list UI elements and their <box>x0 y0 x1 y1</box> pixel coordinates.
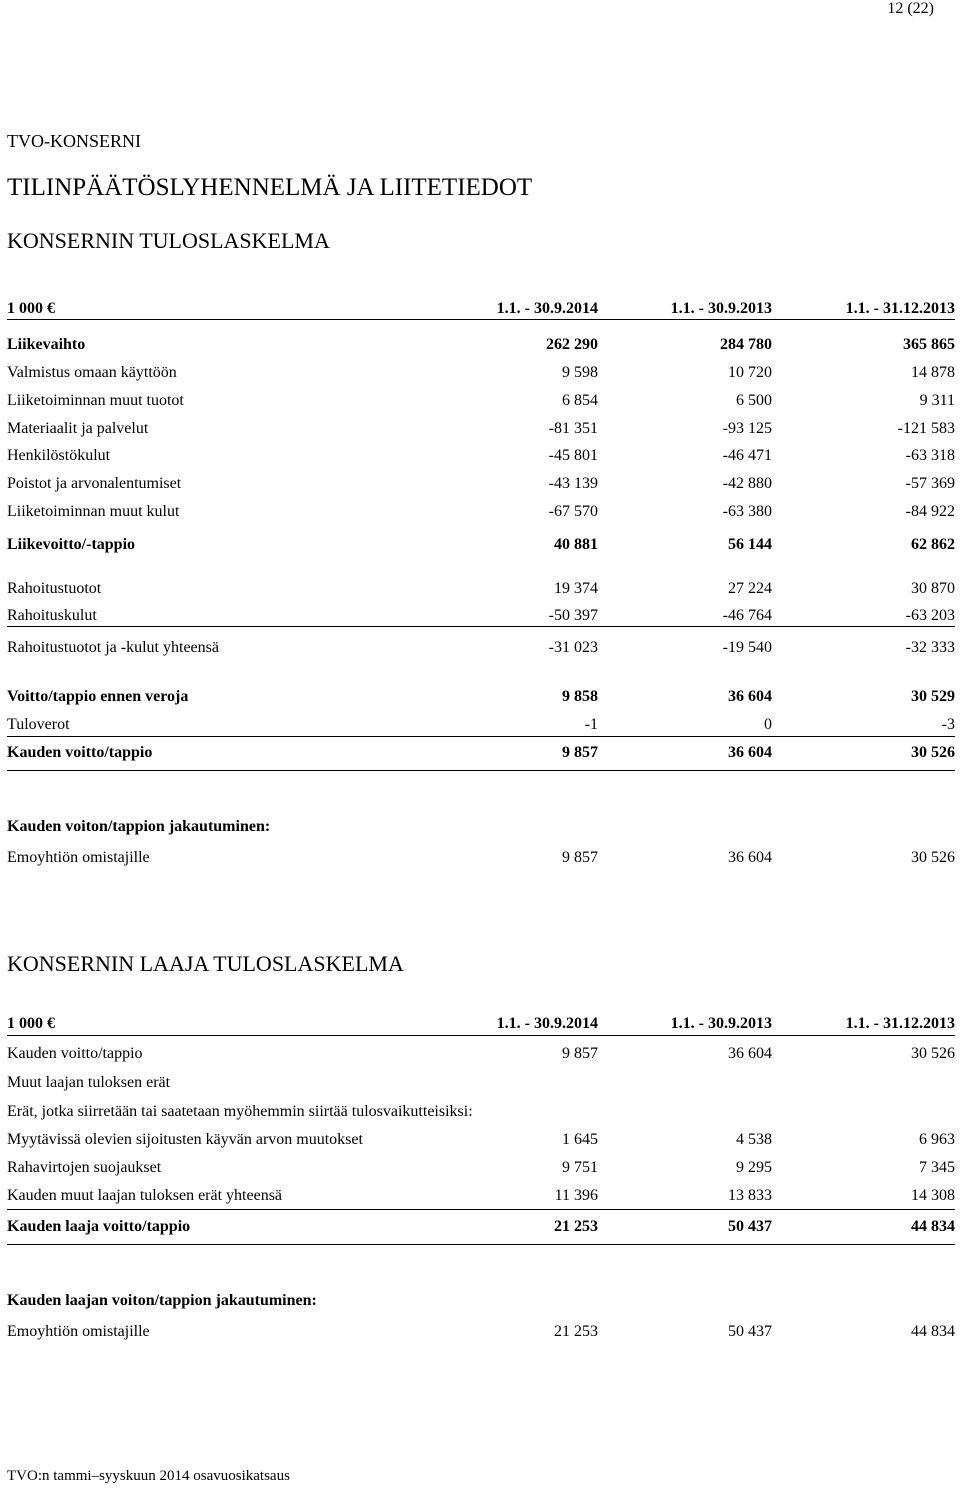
column-header: 1.1. - 30.9.2013 <box>670 1015 772 1032</box>
row-value: 50 437 <box>728 1323 772 1340</box>
row-value: -63 203 <box>905 607 955 624</box>
row-label: Rahoituskulut <box>7 607 97 624</box>
row-value: -3 <box>941 716 955 733</box>
row-label: Liiketoiminnan muut tuotot <box>7 392 184 409</box>
row-value: 9 311 <box>919 392 955 409</box>
row-value: -57 369 <box>905 475 955 492</box>
table-row <box>7 847 955 869</box>
row-value: -84 922 <box>905 503 955 520</box>
row-value: -19 540 <box>722 639 772 656</box>
table-row <box>7 445 955 467</box>
row-value: -50 397 <box>548 607 598 624</box>
column-header: 1.1. - 31.12.2013 <box>845 300 955 317</box>
unit-label: 1 000 € <box>7 1015 55 1032</box>
row-value: 14 878 <box>911 364 955 381</box>
row-value: -46 471 <box>722 447 772 464</box>
row-value: 11 396 <box>554 1187 598 1204</box>
row-value: 6 500 <box>736 392 772 409</box>
row-value: -31 023 <box>548 639 598 656</box>
table-row <box>7 418 955 440</box>
row-value: -42 880 <box>722 475 772 492</box>
row-value: 7 345 <box>919 1159 955 1176</box>
table-row <box>7 1129 955 1151</box>
table-row <box>7 816 955 838</box>
table-row <box>7 1157 955 1179</box>
company-name: TVO-KONSERNI <box>7 131 141 151</box>
row-value: 4 538 <box>736 1131 772 1148</box>
row-value: 30 526 <box>911 744 955 761</box>
row-label: Rahavirtojen suojaukset <box>7 1159 162 1176</box>
table-divider <box>7 626 955 627</box>
row-value: -93 125 <box>722 420 772 437</box>
table-divider <box>7 1035 955 1036</box>
row-label: Muut laajan tuloksen erät <box>7 1074 171 1091</box>
row-value: 13 833 <box>728 1187 772 1204</box>
row-value: -121 583 <box>897 420 955 437</box>
table-header-row <box>7 298 955 320</box>
row-label: Kauden muut laajan tuloksen erät yhteensä <box>7 1187 283 1204</box>
row-value: 50 437 <box>728 1218 772 1235</box>
row-label: Poistot ja arvonalentumiset <box>7 475 182 492</box>
row-value: -63 380 <box>722 503 772 520</box>
row-value: -81 351 <box>548 420 598 437</box>
row-label: Henkilöstökulut <box>7 447 111 464</box>
table-row <box>7 637 955 659</box>
document-title: TILINPÄÄTÖSLYHENNELMÄ JA LIITETIEDOT <box>7 174 533 201</box>
row-value: 14 308 <box>911 1187 955 1204</box>
row-value: 30 529 <box>911 688 955 705</box>
table-row <box>7 334 955 356</box>
row-value: 9 857 <box>562 1045 598 1062</box>
row-value: 44 834 <box>911 1218 955 1235</box>
row-label: Kauden voiton/tappion jakautuminen: <box>7 818 271 835</box>
row-value: 1 645 <box>562 1131 598 1148</box>
row-value: 9 857 <box>562 849 598 866</box>
row-label: Materiaalit ja palvelut <box>7 420 149 437</box>
row-label: Kauden voitto/tappio <box>7 1045 143 1062</box>
row-value: 56 144 <box>728 536 772 553</box>
row-value: 10 720 <box>728 364 772 381</box>
row-value: 40 881 <box>554 536 598 553</box>
row-label: Kauden laaja voitto/tappio <box>7 1218 191 1235</box>
table-row <box>7 714 955 736</box>
table-row <box>7 578 955 600</box>
row-value: 9 295 <box>736 1159 772 1176</box>
row-value: -63 318 <box>905 447 955 464</box>
table-divider <box>7 1209 955 1210</box>
row-value: 21 253 <box>554 1218 598 1235</box>
page-number: 12 (22) <box>887 0 934 17</box>
row-value: 19 374 <box>554 580 598 597</box>
table-header-row <box>7 1013 955 1035</box>
table-row <box>7 390 955 412</box>
table-row <box>7 534 955 556</box>
row-label: Kauden voitto/tappio <box>7 744 153 761</box>
table-divider <box>7 770 955 771</box>
row-label: Rahoitustuotot <box>7 580 102 597</box>
row-value: 9 598 <box>562 364 598 381</box>
row-value: 9 751 <box>562 1159 598 1176</box>
column-header: 1.1. - 30.9.2013 <box>670 300 772 317</box>
table-row <box>7 742 955 764</box>
row-value: 30 526 <box>911 849 955 866</box>
row-value: 30 526 <box>911 1045 955 1062</box>
table-row <box>7 686 955 708</box>
table-row <box>7 362 955 384</box>
page-footer: TVO:n tammi–syyskuun 2014 osavuosikatsaus <box>7 1468 290 1484</box>
table-divider <box>7 736 955 737</box>
column-header: 1.1. - 30.9.2014 <box>496 1015 598 1032</box>
row-value: 27 224 <box>728 580 772 597</box>
table-row <box>7 1290 955 1312</box>
row-value: 9 857 <box>562 744 598 761</box>
table-row <box>7 1072 955 1094</box>
row-label: Liikevoitto/-tappio <box>7 536 136 553</box>
row-value: -1 <box>584 716 598 733</box>
table-row <box>7 473 955 495</box>
row-label: Rahoitustuotot ja -kulut yhteensä <box>7 639 219 656</box>
row-value: -43 139 <box>548 475 598 492</box>
row-label: Liikevaihto <box>7 336 86 353</box>
row-value: 284 780 <box>720 336 772 353</box>
comprehensive-income-heading: KONSERNIN LAAJA TULOSLASKELMA <box>7 951 404 976</box>
row-label: Kauden laajan voiton/tappion jakautuminen: <box>7 1292 317 1309</box>
row-value: 0 <box>764 716 772 733</box>
row-value: 44 834 <box>911 1323 955 1340</box>
row-label: Myytävissä olevien sijoitusten käyvän arvon muutokset <box>7 1131 363 1148</box>
row-value: 262 290 <box>546 336 598 353</box>
table-row <box>7 1216 955 1238</box>
table-divider <box>7 319 955 320</box>
table-row <box>7 605 955 627</box>
row-value: 62 862 <box>911 536 955 553</box>
table-row <box>7 1185 955 1207</box>
row-value: 9 858 <box>562 688 598 705</box>
row-label: Erät, jotka siirretään tai saatetaan myöhemmin siirtää tulosvaikutteisiksi: <box>7 1103 473 1120</box>
row-value: 36 604 <box>728 1045 772 1062</box>
row-value: 36 604 <box>728 744 772 761</box>
row-label: Voitto/tappio ennen veroja <box>7 688 189 705</box>
table-row <box>7 501 955 523</box>
unit-label: 1 000 € <box>7 300 55 317</box>
table-divider <box>7 1244 955 1245</box>
row-value: 21 253 <box>554 1323 598 1340</box>
row-value: -32 333 <box>905 639 955 656</box>
row-value: 365 865 <box>903 336 955 353</box>
column-header: 1.1. - 31.12.2013 <box>845 1015 955 1032</box>
row-value: -67 570 <box>548 503 598 520</box>
row-label: Emoyhtiön omistajille <box>7 849 150 866</box>
row-value: -46 764 <box>722 607 772 624</box>
table-row <box>7 1043 955 1065</box>
row-label: Valmistus omaan käyttöön <box>7 364 177 381</box>
row-label: Tuloverot <box>7 716 70 733</box>
row-value: 36 604 <box>728 688 772 705</box>
row-value: 6 963 <box>919 1131 955 1148</box>
income-statement-heading: KONSERNIN TULOSLASKELMA <box>7 228 330 253</box>
row-value: 36 604 <box>728 849 772 866</box>
column-header: 1.1. - 30.9.2014 <box>496 300 598 317</box>
row-value: 6 854 <box>562 392 598 409</box>
table-row <box>7 1101 955 1123</box>
row-label: Liiketoiminnan muut kulut <box>7 503 180 520</box>
row-value: -45 801 <box>548 447 598 464</box>
row-label: Emoyhtiön omistajille <box>7 1323 150 1340</box>
table-row <box>7 1321 955 1343</box>
row-value: 30 870 <box>911 580 955 597</box>
